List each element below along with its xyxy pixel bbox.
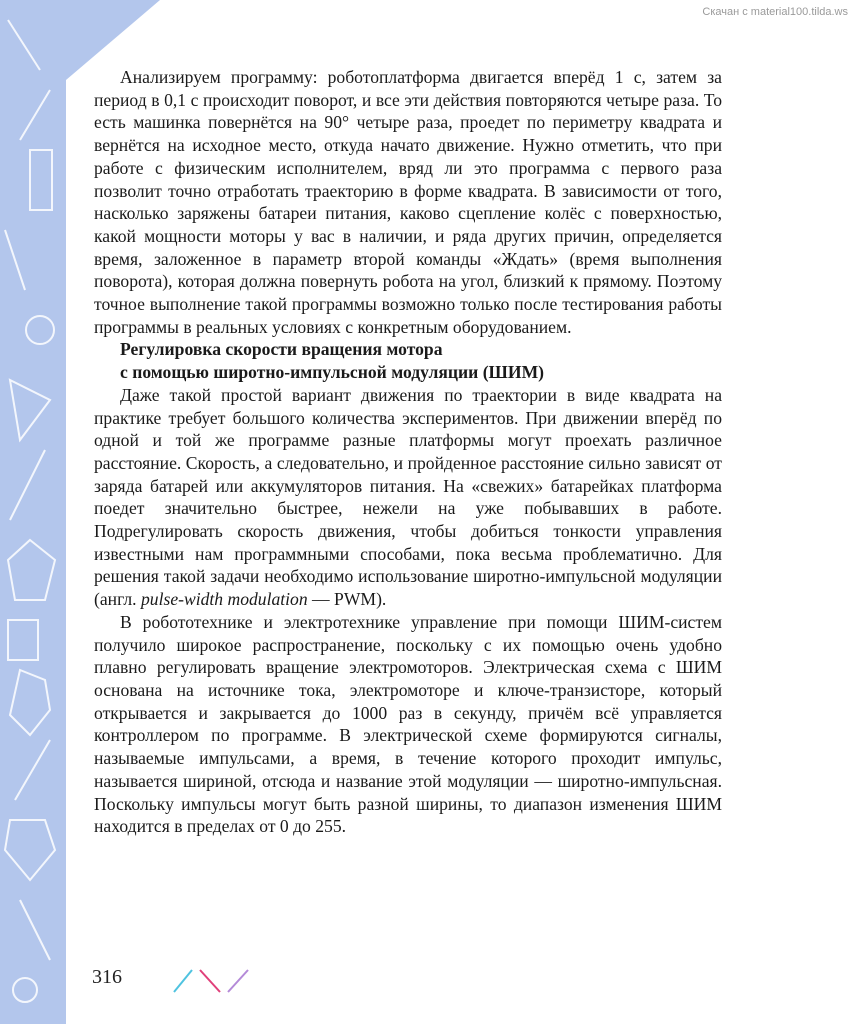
section-heading — [94, 338, 722, 383]
page-number: 316 — [92, 966, 122, 988]
decorative-sidebar — [0, 0, 66, 1024]
geometric-shapes-pattern — [0, 0, 66, 1024]
english-term: pulse-width modulation — [140, 589, 308, 610]
paragraph-program-analysis: Анализируем программу: роботоплатформа двигается вперёд 1 с, затем за период в 0,1 с происходит поворот, и все эти действия повторяются четыре раза. То есть машинка повернётся на 90° четыре раза, проедет по периметру квадрата и вернётся на исходное место, откуда начато движение. Нужно отметить, что при работе с физическим исполнителем, вряд ли это программа с первого раза позволит точно отработать траекторию в форме квадрата. В зависимости от того, насколько заряжены батареи питания, каково сцепление колёс с поверхностью, какой мощности моторы у вас в наличии, и ряда других причин, определяется время, заложенное в параметр второй команды «Ждать» (время выполнения поворота), которая должна повернуть робота на угол, близкий к прямому. Поэтому точное выполнение такой программы возможно только после тестирования работы программы в реальных условиях с конкретным оборудованием. — [94, 67, 722, 337]
download-watermark: Скачан с material100.tilda.ws — [702, 6, 848, 18]
section-heading-line-1: Регулировка скорости вращения мотора — [120, 339, 443, 360]
paragraph-speed-text: Даже такой простой вариант движения по траектории в виде квадрата на практике требует большого количества экспериментов. При движении вперёд по одной и той же программе разные платформы могут проехать различное расстояние. Скорость, а следовательно, и пройденное расстояние сильно зависят от заряда батарей или аккумуляторов питания. На «свежих» батарейках платформа поедет значительно быстрее, нежели на уже побывавших в работе. Подрегулировать скорость движения, чтобы добиться тонкости управления известными нам программными способами, пока весьма проблематично. Для решения такой задачи необходимо использование широтно-импульсной модуляции (англ. — [94, 384, 722, 610]
paragraph-speed-ending: — PWM). — [307, 589, 387, 610]
paragraph-pwm-explanation: В робототехнике и электротехнике управление при помощи ШИМ-систем получило широкое распространение, поскольку с их помощью очень удобно плавно регулировать вращение электромоторов. Электрическая схема с ШИМ основана на источнике тока, электромоторе и ключе-транзисторе, который открывается и закрывается до 1000 раз в секунду, причём всё управляется контроллером по программе. В электрической схеме формируются сигналы, называемые импульсами, а время, в течение которого проходит импульс, называется шириной, отсюда и название этой модуляции — широтно-импульсная. Поскольку импульсы могут быть разной ширины, то диапазон изменения ШИМ находится в пределах от 0 до 255. — [94, 611, 722, 837]
page-content — [94, 66, 722, 838]
section-heading-line-2: с помощью широтно-импульсной модуляции (ШИМ) — [120, 362, 545, 383]
paragraph-speed-experiments — [94, 384, 722, 611]
decorative-slashes — [170, 966, 260, 996]
